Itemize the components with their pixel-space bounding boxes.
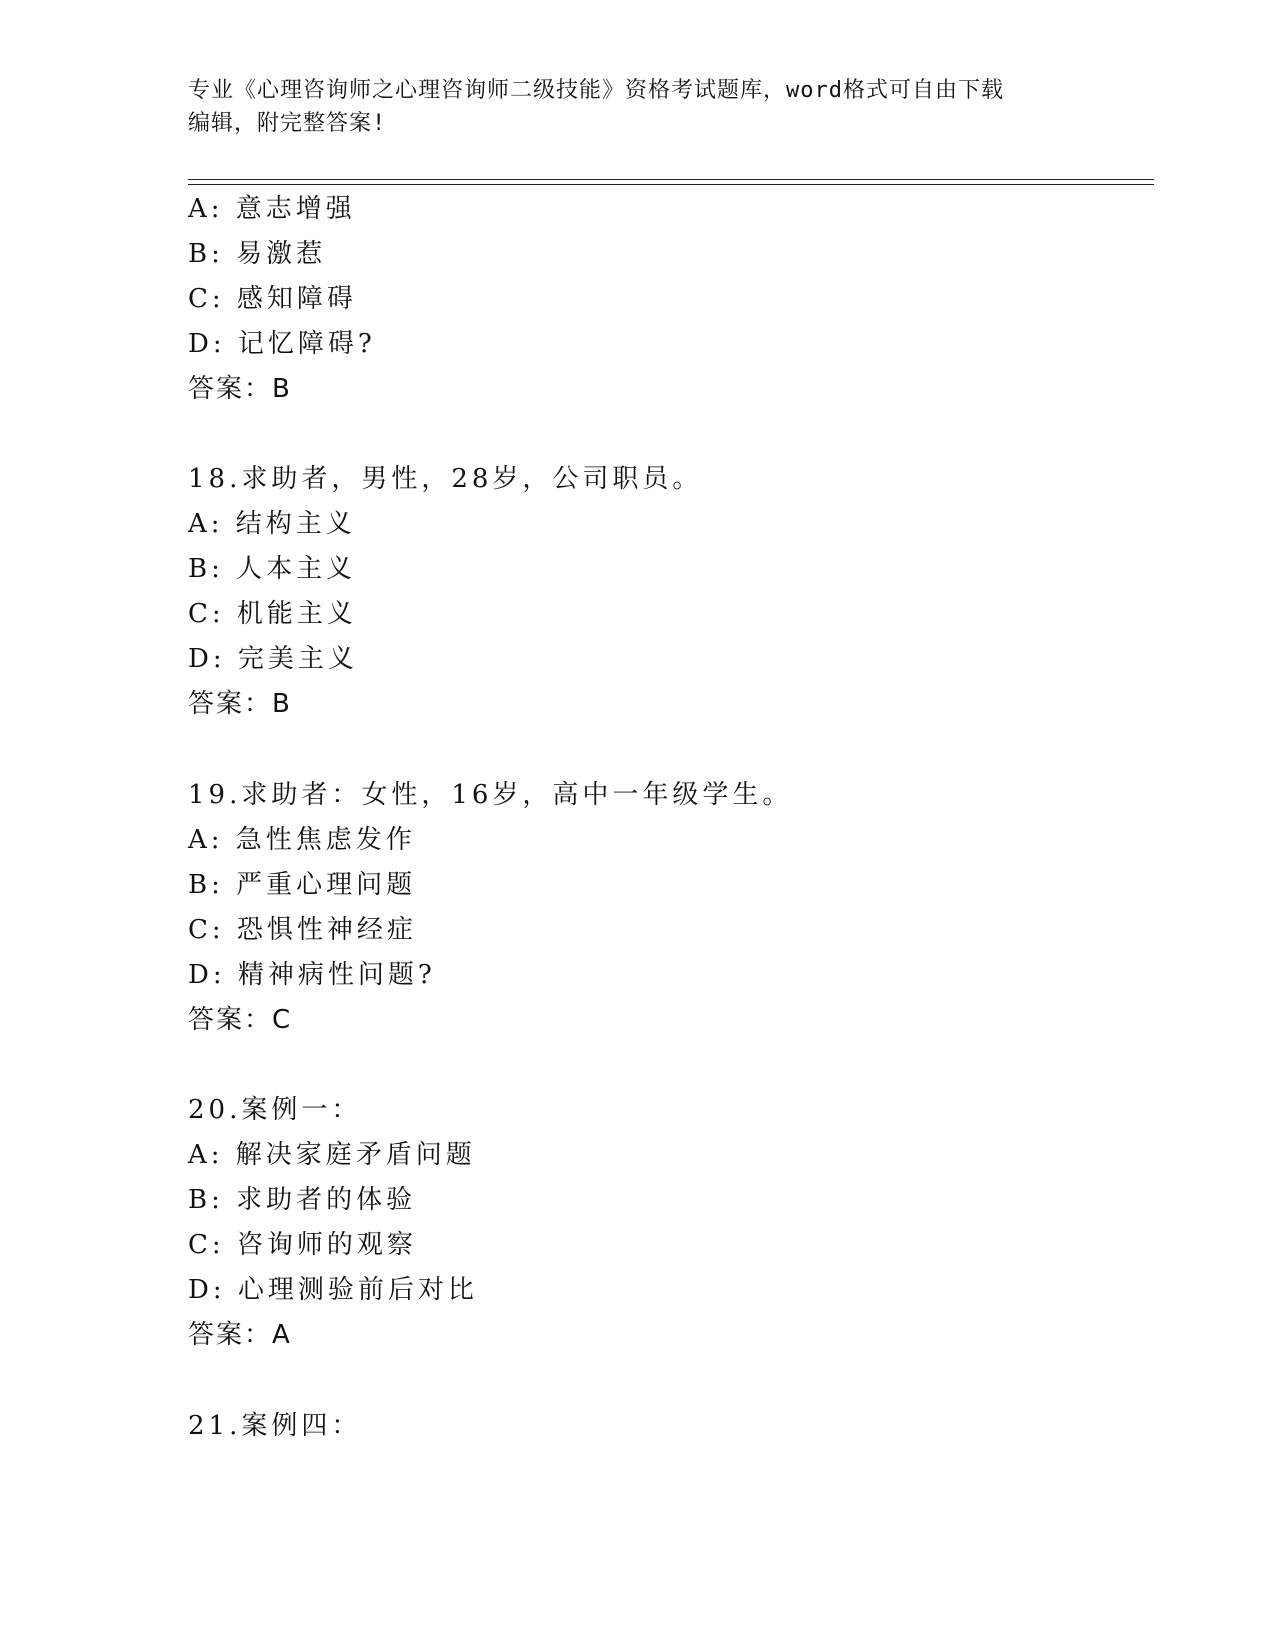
option-d: D: 记忆障碍? bbox=[188, 329, 376, 359]
header-line-1: 专业《心理咨询师之心理咨询师二级技能》资格考试题库，word格式可自由下载 bbox=[188, 78, 1004, 103]
answer: 答案：B bbox=[188, 374, 292, 404]
option-c: C: 咨询师的观察 bbox=[188, 1230, 417, 1260]
option-a: A: 结构主义 bbox=[188, 509, 356, 539]
header-divider-top bbox=[188, 179, 1154, 180]
option-b: B: 人本主义 bbox=[188, 554, 357, 584]
header-line-2: 编辑，附完整答案! bbox=[188, 111, 387, 136]
option-b: B: 严重心理问题 bbox=[188, 870, 417, 900]
option-d: D: 精神病性问题? bbox=[188, 960, 436, 990]
answer: 答案：A bbox=[188, 1320, 292, 1350]
question-stem: 21.案例四： bbox=[188, 1411, 362, 1441]
option-d: D: 心理测验前后对比 bbox=[188, 1275, 478, 1305]
option-c: C: 感知障碍 bbox=[188, 284, 357, 314]
answer: 答案：C bbox=[188, 1005, 293, 1035]
document-header bbox=[188, 74, 1068, 140]
option-c: C: 机能主义 bbox=[188, 599, 357, 629]
option-a: A: 意志增强 bbox=[188, 194, 356, 224]
option-b: B: 易激惹 bbox=[188, 239, 327, 269]
option-c: C: 恐惧性神经症 bbox=[188, 915, 417, 945]
option-a: A: 解决家庭矛盾问题 bbox=[188, 1140, 476, 1170]
option-d: D: 完美主义 bbox=[188, 644, 358, 674]
question-stem: 20.案例一： bbox=[188, 1095, 362, 1125]
question-stem: 18.求助者，男性，28岁，公司职员。 bbox=[188, 464, 703, 494]
option-a: A: 急性焦虑发作 bbox=[188, 825, 416, 855]
answer: 答案：B bbox=[188, 689, 292, 719]
option-b: B: 求助者的体验 bbox=[188, 1185, 417, 1215]
question-stem: 19.求助者：女性，16岁，高中一年级学生。 bbox=[188, 780, 793, 810]
header-divider-bottom bbox=[188, 184, 1154, 185]
